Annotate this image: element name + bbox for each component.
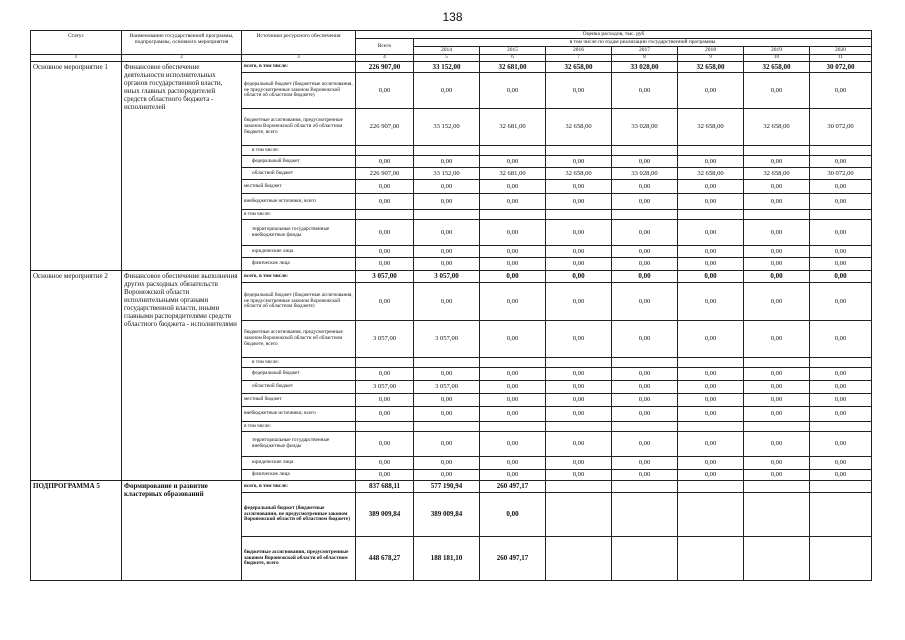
value-year: 0,00 <box>480 258 546 271</box>
value-year: 0,00 <box>744 180 810 194</box>
value-year: 0,00 <box>678 470 744 481</box>
value-year <box>612 358 678 368</box>
value-total: 0,00 <box>356 156 414 168</box>
value-year: 30 072,00 <box>810 168 872 180</box>
value-year: 0,00 <box>744 470 810 481</box>
value-year: 0,00 <box>414 283 480 321</box>
value-total <box>356 210 414 220</box>
value-year: 260 497,17 <box>480 481 546 493</box>
section-name: Финансовое обеспечение выполнения других расходных обязательств Воронежской области исполнительными органами государственной власти, иными главными распорядителями средств областного бюджета - исполнителями <box>122 271 242 481</box>
value-total <box>356 422 414 432</box>
column-number: 4 <box>356 55 414 62</box>
value-year: 188 181,10 <box>414 537 480 581</box>
value-year <box>546 422 612 432</box>
value-year: 0,00 <box>546 407 612 422</box>
value-year: 0,00 <box>744 457 810 470</box>
value-year: 0,00 <box>810 394 872 407</box>
funding-source: федеральный бюджет <box>242 156 356 168</box>
value-year: 0,00 <box>744 394 810 407</box>
value-year <box>546 210 612 220</box>
value-year: 0,00 <box>480 470 546 481</box>
funding-source: внебюджетные источники, всего <box>242 194 356 210</box>
value-year: 32 658,00 <box>546 168 612 180</box>
value-year: 0,00 <box>612 407 678 422</box>
value-year: 0,00 <box>744 271 810 283</box>
value-year: 0,00 <box>810 73 872 109</box>
value-year: 0,00 <box>612 180 678 194</box>
header-source: Источники ресурсного обеспечения <box>242 31 356 55</box>
value-year <box>546 481 612 493</box>
value-year <box>414 210 480 220</box>
value-year: 0,00 <box>744 432 810 457</box>
value-year: 0,00 <box>546 156 612 168</box>
header-total: Всего <box>356 39 414 55</box>
value-total: 226 907,00 <box>356 62 414 73</box>
value-year: 0,00 <box>744 258 810 271</box>
value-year <box>744 481 810 493</box>
value-year: 0,00 <box>546 381 612 394</box>
page-number: 138 <box>442 10 463 24</box>
table-header <box>31 31 872 62</box>
value-year: 0,00 <box>678 246 744 258</box>
funding-source: бюджетные ассигнования, предусмотренные законом Воронежской области об областном бюджете, всего <box>242 537 356 581</box>
value-year: 0,00 <box>480 73 546 109</box>
value-year <box>480 146 546 156</box>
value-year <box>414 358 480 368</box>
table-row <box>31 481 872 493</box>
value-year: 0,00 <box>678 194 744 210</box>
value-year <box>678 146 744 156</box>
value-year: 0,00 <box>480 381 546 394</box>
value-year <box>810 146 872 156</box>
value-year: 0,00 <box>414 73 480 109</box>
value-year <box>678 358 744 368</box>
funding-source: в том числе: <box>242 210 356 220</box>
value-year: 0,00 <box>612 368 678 381</box>
value-year: 0,00 <box>546 457 612 470</box>
value-year: 0,00 <box>678 73 744 109</box>
value-year: 0,00 <box>546 321 612 358</box>
funding-source: всего, в том числе: <box>242 271 356 283</box>
value-year: 0,00 <box>810 457 872 470</box>
value-year: 0,00 <box>480 156 546 168</box>
funding-source: федеральный бюджет (бюджетные ассигнования, не предусмотренные законом Воронежской области об областном бюджете) <box>242 73 356 109</box>
value-year: 0,00 <box>810 381 872 394</box>
value-year: 0,00 <box>612 381 678 394</box>
header-year: 2017 <box>612 47 678 55</box>
value-year: 0,00 <box>744 156 810 168</box>
value-year <box>744 493 810 537</box>
value-year: 0,00 <box>810 220 872 246</box>
header-year: 2020 <box>810 47 872 55</box>
value-year: 0,00 <box>810 470 872 481</box>
value-total: 226 907,00 <box>356 168 414 180</box>
value-year: 0,00 <box>546 271 612 283</box>
section-name: Формирование и развитие кластерных образований <box>122 481 242 581</box>
value-year: 0,00 <box>612 394 678 407</box>
value-year: 0,00 <box>546 368 612 381</box>
value-year <box>612 493 678 537</box>
header-by-years: в том числе по годам реализации государственной программы <box>414 39 872 47</box>
section-status: Основное мероприятие 1 <box>31 62 122 271</box>
value-year: 0,00 <box>744 246 810 258</box>
funding-source: внебюджетные источники, всего <box>242 407 356 422</box>
header-status: Статус <box>31 31 122 55</box>
value-year: 0,00 <box>810 283 872 321</box>
value-year: 30 072,00 <box>810 62 872 73</box>
value-year: 0,00 <box>612 321 678 358</box>
value-year: 32 658,00 <box>546 62 612 73</box>
funding-source: областной бюджет <box>242 168 356 180</box>
value-year: 32 658,00 <box>678 62 744 73</box>
funding-source: юридические лица <box>242 246 356 258</box>
value-year: 0,00 <box>678 432 744 457</box>
value-year: 0,00 <box>678 283 744 321</box>
value-year: 0,00 <box>678 368 744 381</box>
value-year: 33 152,00 <box>414 62 480 73</box>
value-year: 0,00 <box>678 220 744 246</box>
value-year: 32 658,00 <box>678 109 744 146</box>
value-year: 30 072,00 <box>810 109 872 146</box>
value-total: 0,00 <box>356 258 414 271</box>
value-total: 0,00 <box>356 73 414 109</box>
column-number: 9 <box>678 55 744 62</box>
value-year: 0,00 <box>744 321 810 358</box>
funding-source: физические лица <box>242 470 356 481</box>
value-year: 0,00 <box>678 407 744 422</box>
value-year <box>414 422 480 432</box>
value-year: 0,00 <box>678 156 744 168</box>
value-total: 0,00 <box>356 283 414 321</box>
budget-table <box>30 30 872 581</box>
value-year: 0,00 <box>546 258 612 271</box>
value-year <box>612 537 678 581</box>
value-total: 389 009,84 <box>356 493 414 537</box>
value-year <box>810 481 872 493</box>
value-total: 3 057,00 <box>356 271 414 283</box>
value-year: 0,00 <box>612 73 678 109</box>
value-year: 0,00 <box>810 321 872 358</box>
value-year <box>612 210 678 220</box>
value-year: 0,00 <box>612 246 678 258</box>
section-status: Основное мероприятие 2 <box>31 271 122 481</box>
header-year: 2016 <box>546 47 612 55</box>
value-year: 32 681,00 <box>480 109 546 146</box>
value-year: 0,00 <box>612 156 678 168</box>
header-year: 2018 <box>678 47 744 55</box>
value-year: 0,00 <box>744 368 810 381</box>
funding-source: областной бюджет <box>242 381 356 394</box>
table-body <box>31 62 872 581</box>
value-year: 0,00 <box>612 457 678 470</box>
value-year: 3 057,00 <box>414 271 480 283</box>
header-name: Наименование государственной программы, подпрограммы, основного мероприятия <box>122 31 242 55</box>
value-year: 0,00 <box>480 321 546 358</box>
value-year <box>744 210 810 220</box>
value-total: 448 678,27 <box>356 537 414 581</box>
value-year: 3 057,00 <box>414 321 480 358</box>
value-total <box>356 358 414 368</box>
value-year: 0,00 <box>480 283 546 321</box>
value-total <box>356 146 414 156</box>
value-year: 0,00 <box>744 407 810 422</box>
column-number: 10 <box>744 55 810 62</box>
value-year: 0,00 <box>744 381 810 394</box>
value-year: 0,00 <box>810 271 872 283</box>
value-year: 0,00 <box>612 470 678 481</box>
value-year: 32 681,00 <box>480 168 546 180</box>
value-year: 32 658,00 <box>744 168 810 180</box>
value-year: 0,00 <box>678 457 744 470</box>
value-year: 0,00 <box>414 457 480 470</box>
value-year: 0,00 <box>414 156 480 168</box>
value-year: 0,00 <box>612 283 678 321</box>
value-year <box>612 146 678 156</box>
value-year: 0,00 <box>678 321 744 358</box>
value-year: 0,00 <box>480 180 546 194</box>
value-year: 389 009,84 <box>414 493 480 537</box>
section-name: Финансовое обеспечение деятельности исполнительных органов государственной власти, иных главных распорядителей средств областного бюджета - исполнителей <box>122 62 242 271</box>
header-estimate: Оценка расходов, тыс. руб <box>356 31 872 39</box>
funding-source: в том числе: <box>242 358 356 368</box>
value-year: 0,00 <box>414 368 480 381</box>
funding-source: в том числе: <box>242 146 356 156</box>
value-year: 0,00 <box>414 258 480 271</box>
funding-source: федеральный бюджет <box>242 368 356 381</box>
table-row <box>31 62 872 73</box>
value-year: 0,00 <box>414 180 480 194</box>
value-year: 33 028,00 <box>612 168 678 180</box>
value-year <box>810 493 872 537</box>
value-year <box>480 358 546 368</box>
value-year: 0,00 <box>810 368 872 381</box>
value-year: 0,00 <box>414 407 480 422</box>
column-number: 8 <box>612 55 678 62</box>
value-year: 0,00 <box>480 194 546 210</box>
value-year: 0,00 <box>678 180 744 194</box>
funding-source: физические лица <box>242 258 356 271</box>
funding-source: территориальные государственные внебюджетные фонды <box>242 432 356 457</box>
funding-source: территориальные государственные внебюджетные фонды <box>242 220 356 246</box>
value-year: 0,00 <box>678 381 744 394</box>
value-year <box>480 210 546 220</box>
value-year: 33 152,00 <box>414 168 480 180</box>
value-year: 0,00 <box>414 220 480 246</box>
value-total: 837 688,11 <box>356 481 414 493</box>
value-year: 32 681,00 <box>480 62 546 73</box>
value-year: 0,00 <box>810 407 872 422</box>
value-total: 0,00 <box>356 407 414 422</box>
value-year <box>678 537 744 581</box>
value-year <box>480 422 546 432</box>
value-year: 33 028,00 <box>612 109 678 146</box>
column-number: 5 <box>414 55 480 62</box>
value-year <box>546 146 612 156</box>
value-year: 0,00 <box>744 73 810 109</box>
value-year <box>744 422 810 432</box>
funding-source: бюджетные ассигнования, предусмотренные законом Воронежской области об областном бюджете, всего <box>242 109 356 146</box>
value-year: 0,00 <box>612 194 678 210</box>
value-total: 3 057,00 <box>356 321 414 358</box>
value-year: 0,00 <box>678 271 744 283</box>
funding-source: федеральный бюджет (бюджетные ассигнования, не предусмотренные законом Воронежской области об областном бюджете) <box>242 493 356 537</box>
value-year <box>678 422 744 432</box>
value-year: 0,00 <box>480 407 546 422</box>
value-year: 0,00 <box>480 271 546 283</box>
value-year <box>612 481 678 493</box>
value-total: 0,00 <box>356 194 414 210</box>
table-row <box>31 271 872 283</box>
value-total: 0,00 <box>356 432 414 457</box>
header-year: 2019 <box>744 47 810 55</box>
value-total: 0,00 <box>356 368 414 381</box>
value-year <box>546 358 612 368</box>
value-year: 0,00 <box>414 246 480 258</box>
value-total: 0,00 <box>356 180 414 194</box>
value-year <box>678 481 744 493</box>
column-number: 11 <box>810 55 872 62</box>
column-number: 2 <box>122 55 242 62</box>
value-year: 33 152,00 <box>414 109 480 146</box>
funding-source: бюджетные ассигнования, предусмотренные законом Воронежской области об областном бюджете, всего <box>242 321 356 358</box>
value-total: 0,00 <box>356 220 414 246</box>
funding-source: юридические лица <box>242 457 356 470</box>
value-year: 33 028,00 <box>612 62 678 73</box>
value-year: 0,00 <box>810 156 872 168</box>
value-year <box>678 210 744 220</box>
value-year: 0,00 <box>480 246 546 258</box>
value-total: 0,00 <box>356 246 414 258</box>
value-year: 3 057,00 <box>414 381 480 394</box>
value-year <box>744 358 810 368</box>
value-year: 0,00 <box>480 394 546 407</box>
header-year: 2014 <box>414 47 480 55</box>
value-year: 0,00 <box>612 271 678 283</box>
value-total: 0,00 <box>356 394 414 407</box>
funding-source: всего, в том числе: <box>242 481 356 493</box>
value-year: 0,00 <box>414 432 480 457</box>
value-year <box>744 537 810 581</box>
value-year: 0,00 <box>810 432 872 457</box>
value-year: 577 190,94 <box>414 481 480 493</box>
column-numbers-row <box>31 55 872 62</box>
column-number: 1 <box>31 55 122 62</box>
value-year: 0,00 <box>546 432 612 457</box>
value-year: 0,00 <box>810 246 872 258</box>
funding-source: местный бюджет <box>242 394 356 407</box>
value-year: 0,00 <box>480 368 546 381</box>
value-year: 0,00 <box>480 432 546 457</box>
value-year: 0,00 <box>744 283 810 321</box>
value-year <box>810 422 872 432</box>
value-year: 0,00 <box>546 470 612 481</box>
value-year <box>810 358 872 368</box>
value-year: 32 658,00 <box>744 62 810 73</box>
value-year: 260 497,17 <box>480 537 546 581</box>
value-year: 0,00 <box>678 394 744 407</box>
value-year <box>810 537 872 581</box>
funding-source: в том числе: <box>242 422 356 432</box>
value-year: 0,00 <box>744 220 810 246</box>
value-year <box>546 493 612 537</box>
value-total: 3 057,00 <box>356 381 414 394</box>
value-year: 0,00 <box>546 283 612 321</box>
value-year <box>414 146 480 156</box>
value-year: 0,00 <box>414 470 480 481</box>
value-year: 0,00 <box>546 73 612 109</box>
value-year: 0,00 <box>546 394 612 407</box>
value-year: 0,00 <box>546 220 612 246</box>
value-year: 0,00 <box>612 432 678 457</box>
value-year: 0,00 <box>414 394 480 407</box>
value-year: 32 658,00 <box>678 168 744 180</box>
value-year <box>810 210 872 220</box>
column-number: 6 <box>480 55 546 62</box>
value-year: 0,00 <box>480 457 546 470</box>
value-year <box>546 537 612 581</box>
value-year: 0,00 <box>480 220 546 246</box>
value-year: 0,00 <box>744 194 810 210</box>
value-year: 0,00 <box>612 258 678 271</box>
value-year <box>744 146 810 156</box>
value-year: 32 658,00 <box>546 109 612 146</box>
value-year: 32 658,00 <box>744 109 810 146</box>
value-year <box>678 493 744 537</box>
funding-source: местный бюджет <box>242 180 356 194</box>
header-year: 2015 <box>480 47 546 55</box>
section-status: ПОДПРОГРАММА 5 <box>31 481 122 581</box>
value-year: 0,00 <box>678 258 744 271</box>
funding-source: всего, в том числе: <box>242 62 356 73</box>
value-total: 226 907,00 <box>356 109 414 146</box>
value-total: 0,00 <box>356 457 414 470</box>
value-year: 0,00 <box>546 246 612 258</box>
value-year <box>612 422 678 432</box>
value-year: 0,00 <box>810 194 872 210</box>
value-year: 0,00 <box>810 180 872 194</box>
funding-source: федеральный бюджет (бюджетные ассигнования, не предусмотренные законом Воронежской области об областном бюджете) <box>242 283 356 321</box>
value-year: 0,00 <box>612 220 678 246</box>
value-year: 0,00 <box>480 493 546 537</box>
value-year: 0,00 <box>810 258 872 271</box>
column-number: 3 <box>242 55 356 62</box>
value-total: 0,00 <box>356 470 414 481</box>
value-year: 0,00 <box>414 194 480 210</box>
value-year: 0,00 <box>546 194 612 210</box>
column-number: 7 <box>546 55 612 62</box>
value-year: 0,00 <box>546 180 612 194</box>
